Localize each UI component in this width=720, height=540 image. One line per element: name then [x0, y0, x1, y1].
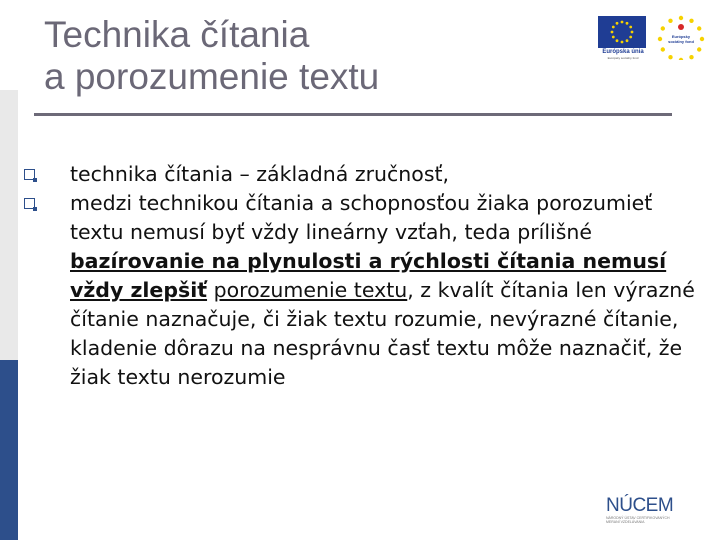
title-line-1: Technika čítania: [44, 14, 310, 55]
bullet-list: [24, 160, 704, 392]
square-bullet-icon: [24, 198, 35, 209]
title-divider: [34, 113, 672, 116]
esf-logo: [656, 14, 706, 60]
nucem-logo: [606, 496, 686, 526]
nucem-subline-1: NÁRODNÝ ÚSTAV CERTIFIKOVANÝCH: [606, 516, 670, 520]
bullet-2-rest: , z kvalít čítania len výrazné čítanie naznačuje, či žiak textu rozumie, nevýrazné čítanie, kladenie dôrazu na nesprávnu časť textu môže naznačiť, že žiak textu nerozumie: [70, 278, 695, 389]
slide-title: [44, 14, 564, 98]
bullet-item-1: [24, 160, 704, 189]
eu-stars-icon: [598, 16, 646, 48]
side-bar-grey: [0, 90, 18, 360]
bullet-item-2: [24, 189, 704, 392]
title-line-2: a porozumenie textu: [44, 56, 380, 97]
esf-logo-label: Európsky sociálny fond: [668, 34, 694, 44]
square-bullet-icon: [24, 169, 35, 180]
side-color-bar: [0, 0, 18, 540]
eu-logo-sublabel: Európsky sociálny fond: [607, 56, 639, 60]
bullet-2-intro: medzi technikou čítania a schopnosťou žiaka porozumieť textu nemusí byť vždy lineárny vzťah, teda prílišné: [70, 191, 653, 244]
side-bar-blue: [0, 360, 18, 540]
nucem-subline-2: MERANÍ VZDELÁVANIA: [606, 520, 645, 524]
nucem-wordmark: NÚCEM: [606, 495, 674, 516]
bullet-text-2: [70, 189, 704, 392]
eu-logo: [598, 16, 648, 58]
eu-flag-icon: [598, 16, 646, 48]
bullet-text-1: technika čítania – základná zručnosť,: [70, 162, 450, 186]
side-bar-white: [0, 0, 18, 90]
bullet-2-underlined: porozumenie textu: [213, 278, 408, 302]
bullet-2-emphasis: bazírovanie na plynulosti a rýchlosti čítania nemusí vždy zlepšiť: [70, 249, 667, 302]
eu-logo-label: Európska únia: [602, 49, 644, 55]
